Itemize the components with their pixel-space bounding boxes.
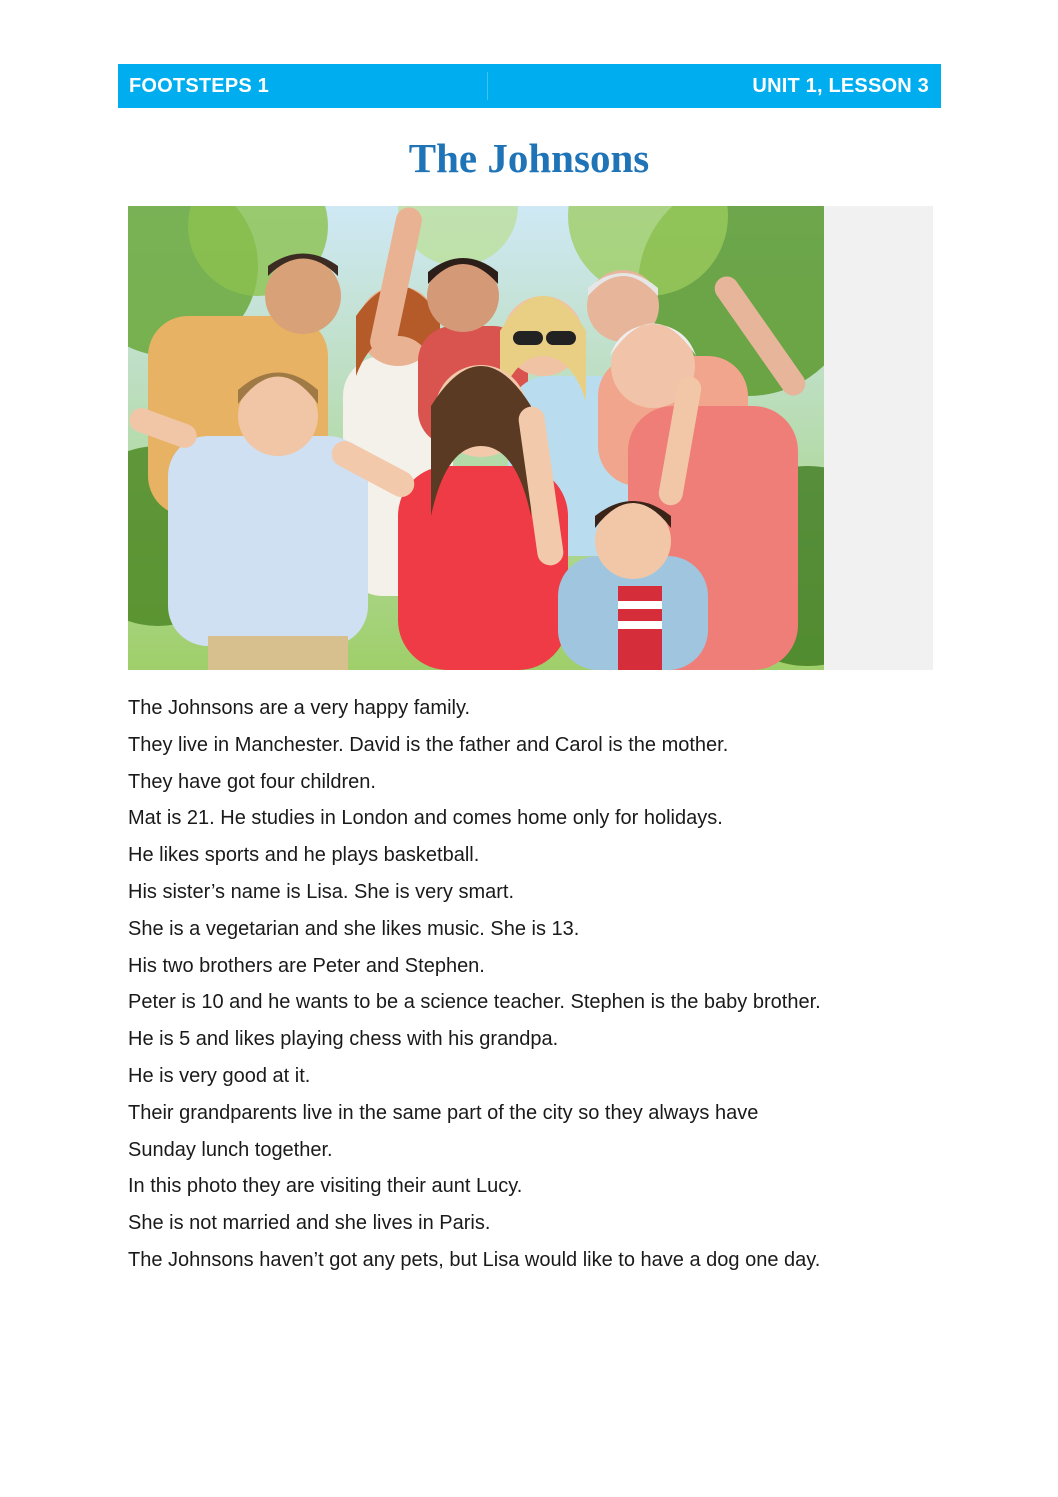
photo-frame [128, 206, 933, 670]
story-line: His sister’s name is Lisa. She is very smart. [128, 880, 515, 903]
story-line: Sunday lunch together. [128, 1138, 333, 1161]
story-text [128, 690, 928, 1279]
unit-lesson-label: UNIT 1, LESSON 3 [752, 74, 929, 97]
story-line: They have got four children. [128, 770, 376, 793]
story-line: He is very good at it. [128, 1064, 311, 1087]
story-line: The Johnsons are a very happy family. [128, 697, 471, 719]
story-line: She is not married and she lives in Paris. [128, 1212, 491, 1235]
story-line: They live in Manchester. David is the father and Carol is the mother. [128, 733, 729, 756]
course-name: FOOTSTEPS 1 [129, 74, 270, 97]
story-line: He likes sports and he plays basketball. [128, 844, 480, 867]
story-line: Mat is 21. He studies in London and comes home only for holidays. [128, 807, 723, 830]
story-line: In this photo they are visiting their aunt Lucy. [128, 1175, 523, 1198]
story-line: She is a vegetarian and she likes music. She is 13. [128, 917, 580, 940]
story-line: He is 5 and likes playing chess with his grandpa. [128, 1028, 559, 1051]
story-line: His two brothers are Peter and Stephen. [128, 954, 485, 977]
story-line: Peter is 10 and he wants to be a science teacher. Stephen is the baby brother. [128, 991, 821, 1014]
story-line: Their grandparents live in the same part of the city so they always have [128, 1101, 759, 1124]
family-photo-illustration [128, 206, 824, 670]
page-title: The Johnsons [408, 135, 650, 181]
header-bar [118, 64, 941, 108]
header-divider [487, 72, 488, 100]
story-line: The Johnsons haven’t got any pets, but Lisa would like to have a dog one day. [128, 1248, 821, 1271]
family-photo [128, 206, 824, 670]
